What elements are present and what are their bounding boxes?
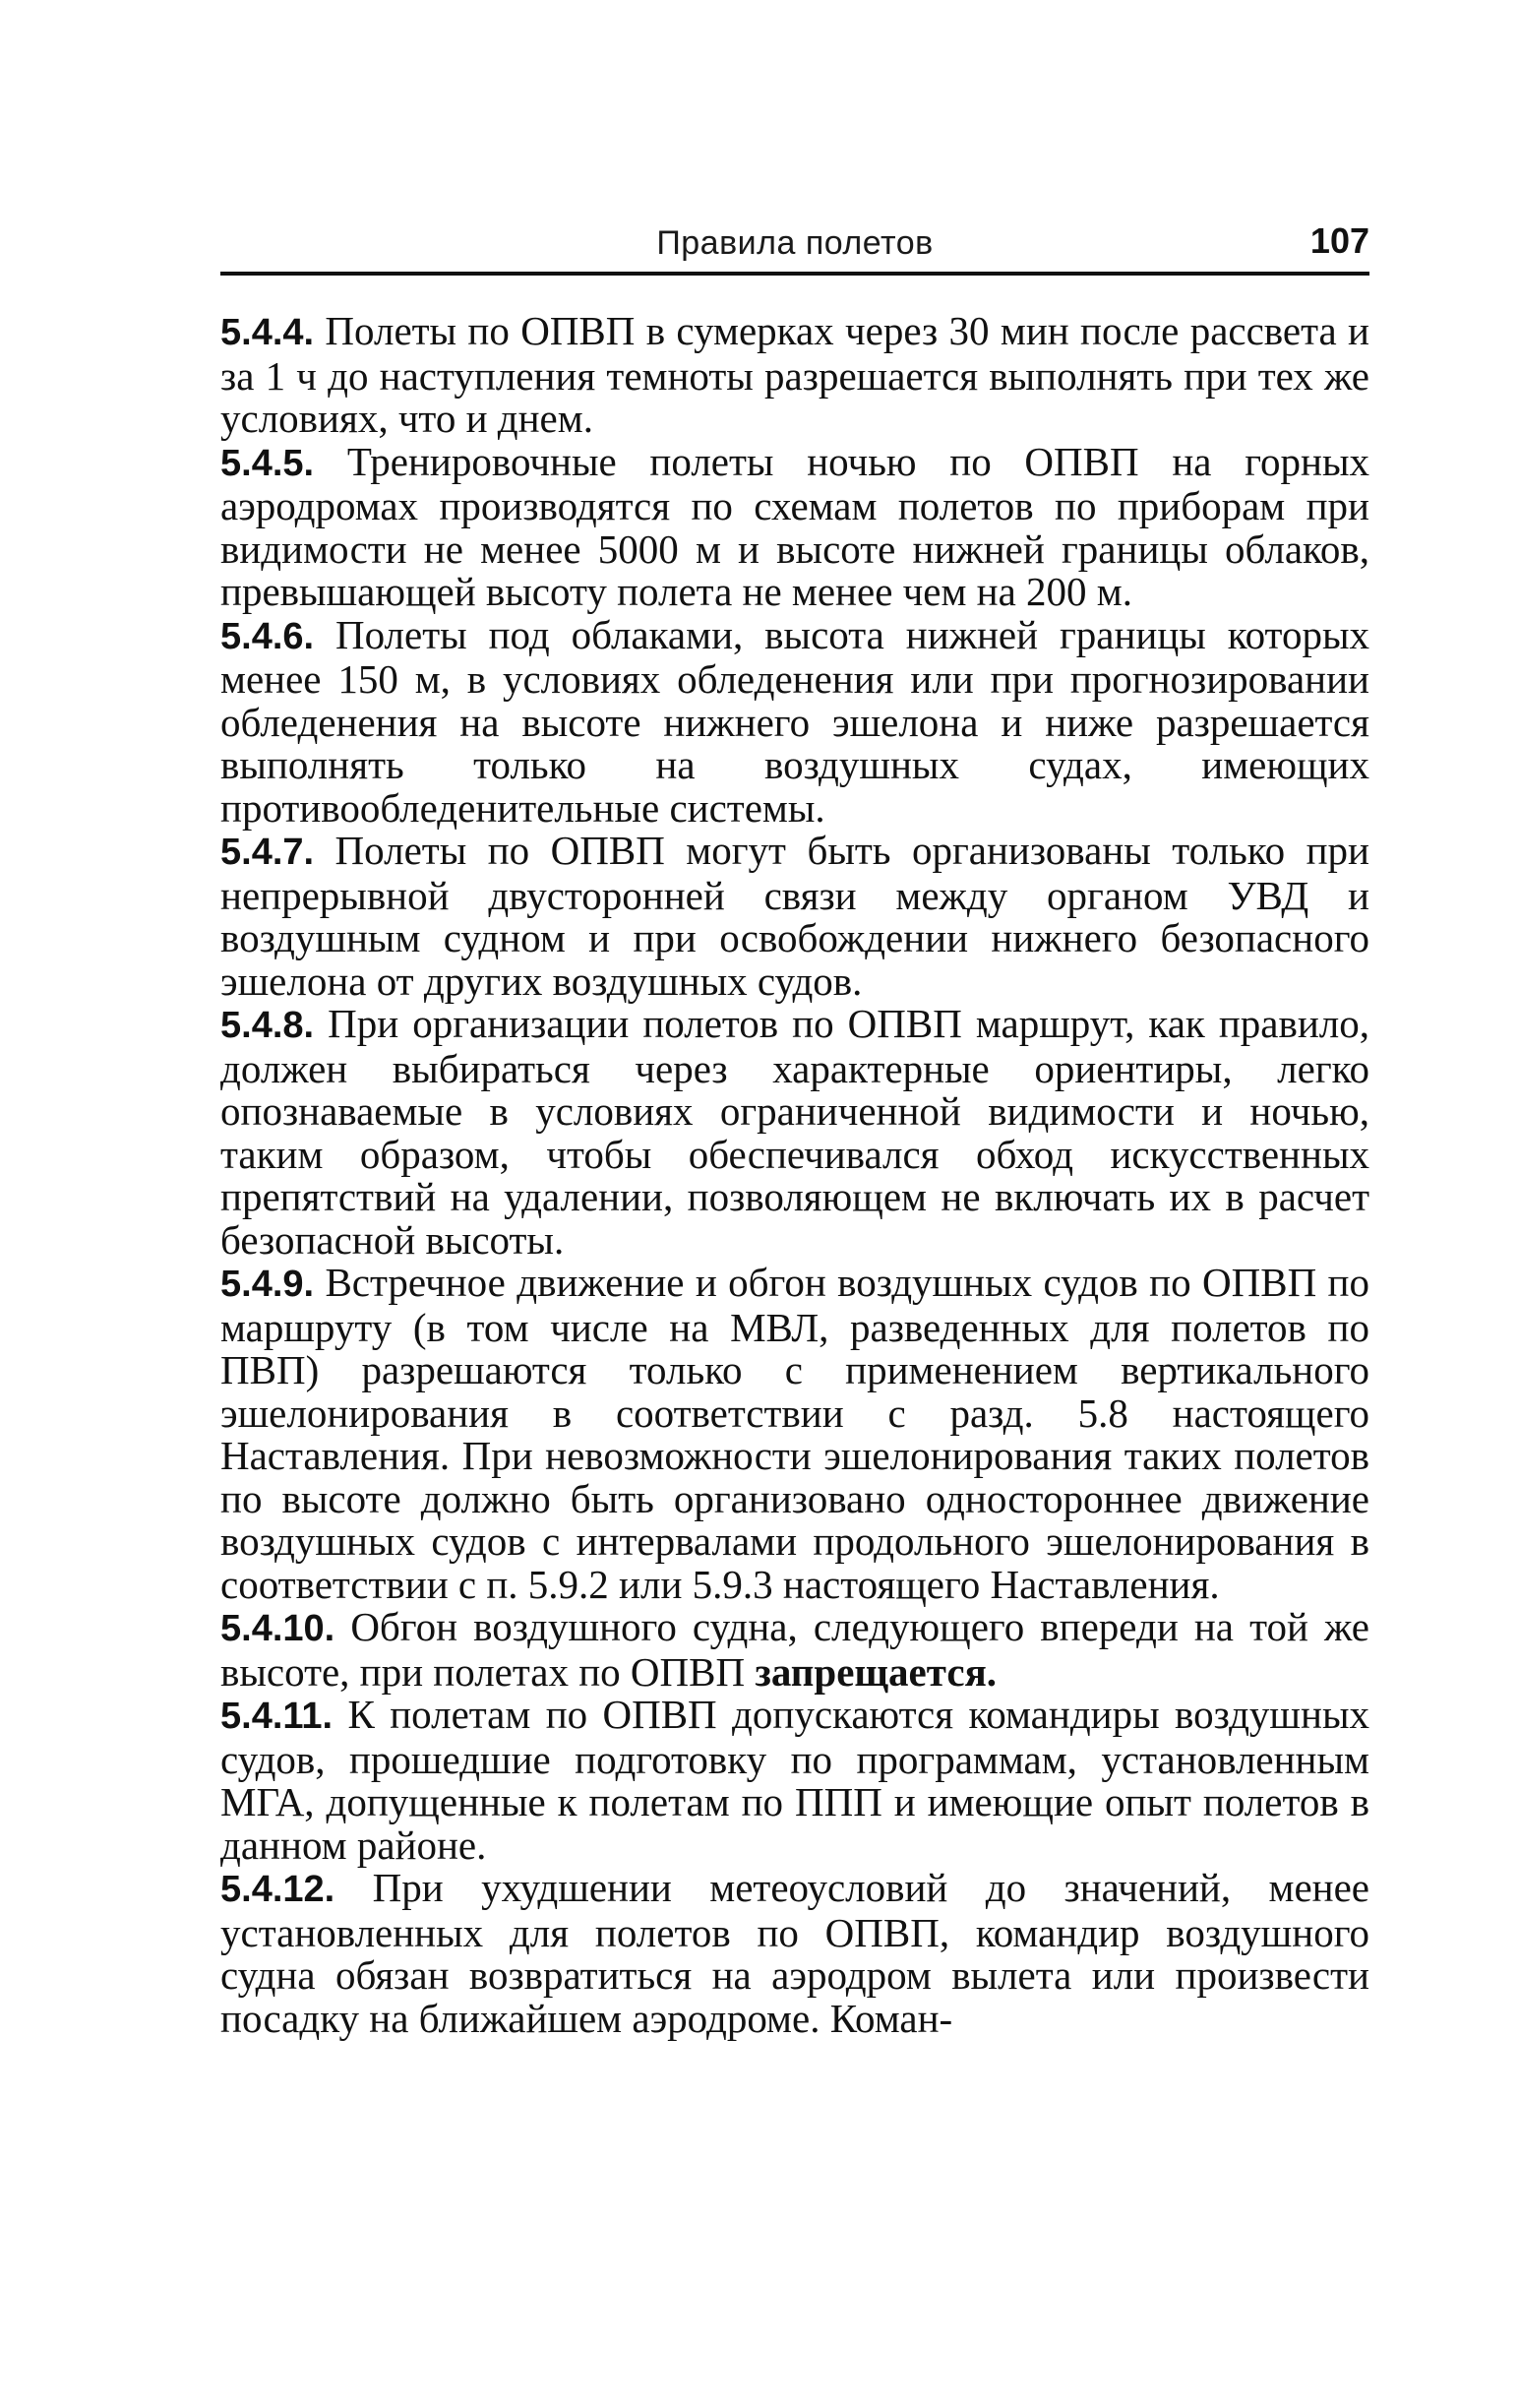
header-rule <box>220 272 1369 276</box>
paragraph-text: Полеты под облаками, высота нижней границы которых менее 150 м, в условиях обледенения или при прогнозировании обледенения на высоте нижнего эшелона и ниже разрешается выполнять только на воздушных судах, имеющих противообледенительные системы. <box>220 611 1369 831</box>
paragraph-text: При организации полетов по ОПВП маршрут, как правило, должен выбираться через характерные ориентиры, легко опознаваемые в условиях ограниченной видимости и ночью, таким образом, чтобы обеспечивался обход искусственных препятствий на удалении, позволяющем не включать их в расчет безопасной высоты. <box>220 1001 1369 1263</box>
paragraph-text: При ухудшении метеоусловий до значений, менее установленных для полетов по ОПВП, командир воздушного судна обязан возвратиться на аэродром вылета или произвести посадку на ближайшем аэродроме. Коман- <box>220 1865 1369 2041</box>
paragraph-text: Тренировочные полеты ночью по ОПВП на горных аэродромах производятся по схемам полетов по приборам при видимости не менее 5000 м и высоте нижней границы облаков, превышающей высоту полета не менее чем на 200 м. <box>220 438 1369 614</box>
emphasis-prohibited: запрещается. <box>755 1648 997 1695</box>
paragraph-5-4-4 <box>220 310 1369 441</box>
paragraph-5-4-10 <box>220 1606 1369 1694</box>
paragraph-5-4-5 <box>220 438 1369 614</box>
paragraph-5-4-7 <box>220 830 1369 1003</box>
paragraph-number: 5.4.6. <box>220 615 315 657</box>
paragraph-number: 5.4.12. <box>220 1869 335 1910</box>
running-header <box>220 207 1369 266</box>
paragraph-text: Полеты по ОПВП в сумерках через 30 мин после рассвета и за 1 ч до наступления темноты разрешается выполнять при тех же условиях, что и днем. <box>220 308 1369 441</box>
page-number: 107 <box>1309 220 1369 261</box>
paragraph-5-4-11 <box>220 1694 1369 1867</box>
paragraph-number: 5.4.9. <box>220 1264 315 1305</box>
paragraph-number: 5.4.11. <box>220 1696 334 1737</box>
paragraph-text: К полетам по ОПВП допускаются командиры воздушных судов, прошедшие подготовку по программам, установленным МГА, допущенные к полетам по ППП и имеющие опыт полетов в данном районе. <box>220 1692 1369 1868</box>
running-title: Правила полетов <box>656 224 934 262</box>
paragraph-number: 5.4.4. <box>220 312 315 353</box>
paragraph-number: 5.4.7. <box>220 832 315 873</box>
paragraph-5-4-9 <box>220 1262 1369 1606</box>
paragraph-text: Полеты по ОПВП могут быть организованы только при непрерывной двусторонней связи между органом УВД и воздушным судном и при освобождении нижнего безопасного эшелона от других воздушных судов. <box>220 828 1369 1004</box>
paragraph-5-4-12 <box>220 1867 1369 2040</box>
paragraph-number: 5.4.5. <box>220 442 315 484</box>
paragraph-text: Встречное движение и обгон воздушных судов по ОПВП по маршруту (в том числе на МВЛ, разведенных для полетов по ПВП) разрешаются только с применением вертикального эшелонирования в соответствии с разд. 5.8 настоящего Наставления. При невозможности эшелонирования таких полетов по высоте должно быть организовано одностороннее движение воздушных судов с интервалами продольного эшелонирования в соответствии с п. 5.9.2 или 5.9.3 настоящего Наставления. <box>220 1260 1369 1607</box>
body-text <box>220 310 1369 2040</box>
paragraph-text: Обгон воздушного судна, следующего впереди на той же высоте, при полетах по ОПВП <box>220 1604 1369 1695</box>
paragraph-5-4-8 <box>220 1003 1369 1262</box>
paragraph-5-4-6 <box>220 611 1369 831</box>
paragraph-number: 5.4.10. <box>220 1608 335 1649</box>
paragraph-number: 5.4.8. <box>220 1005 315 1046</box>
